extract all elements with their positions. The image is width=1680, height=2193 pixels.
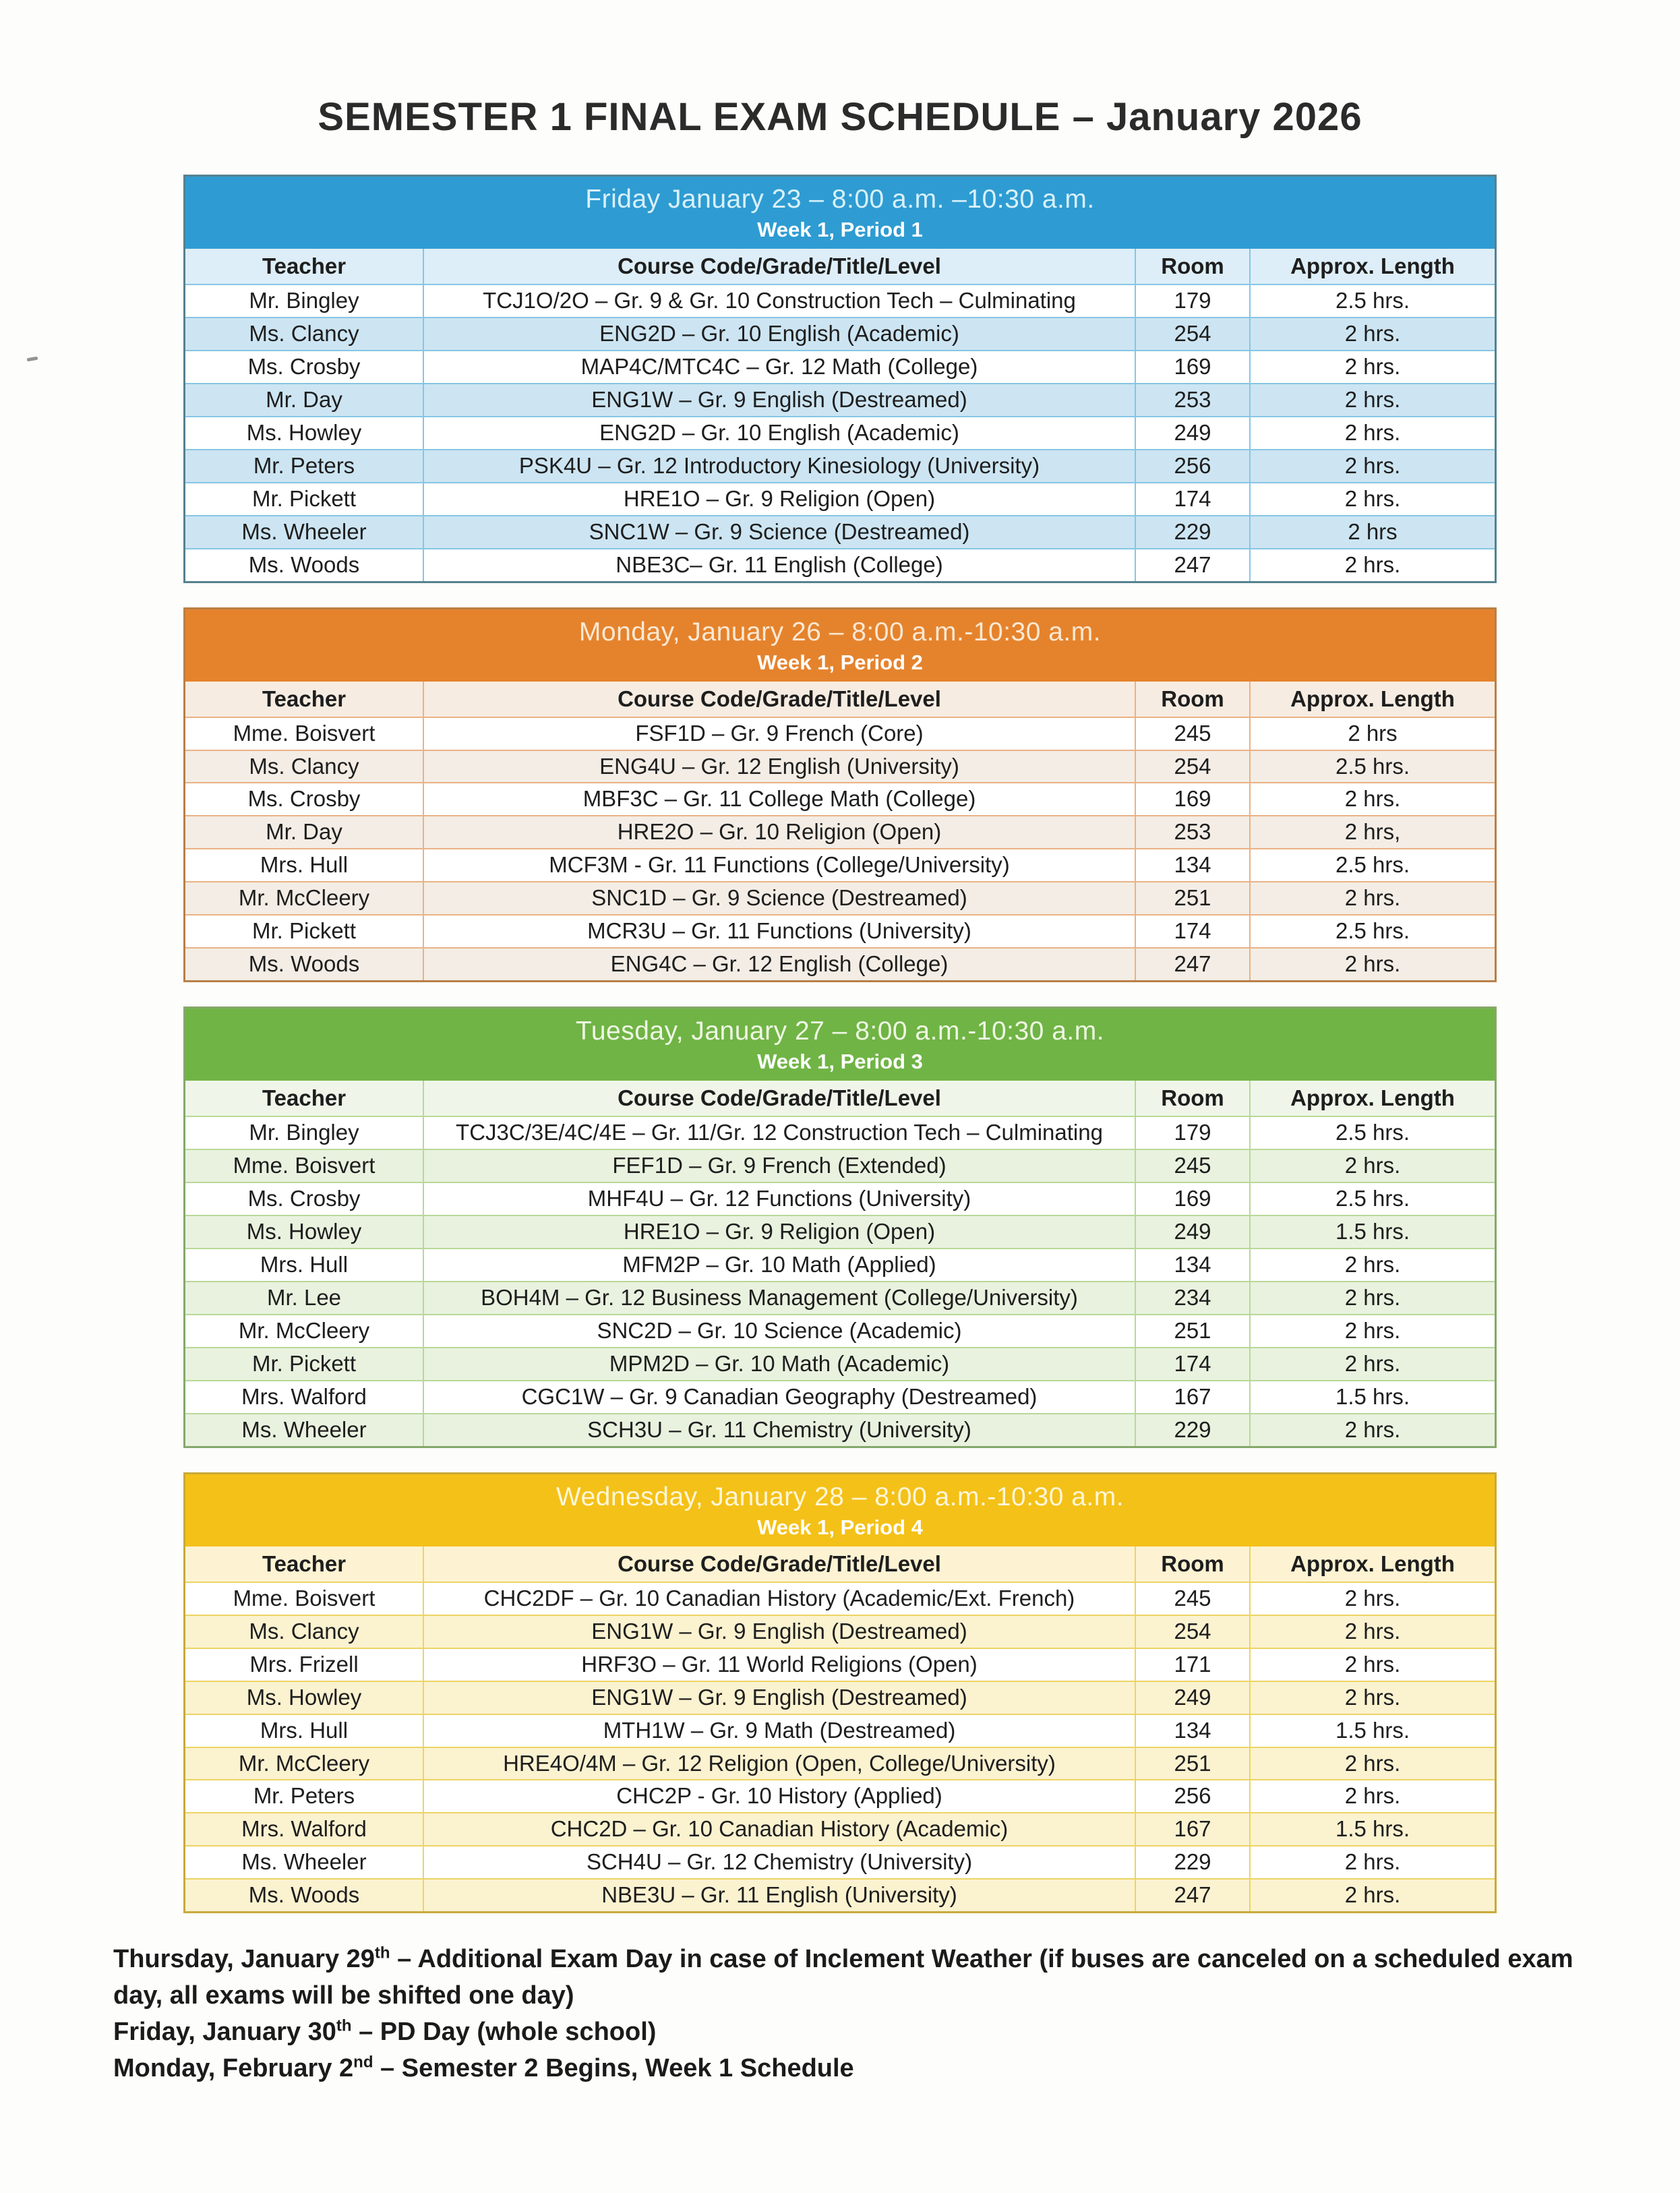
table-row <box>185 1215 1495 1248</box>
room-cell: 167 <box>1135 1381 1249 1413</box>
table-row <box>185 416 1495 449</box>
teacher-cell: Mr. Peters <box>253 452 355 478</box>
length-cell: 2 hrs. <box>1249 1150 1495 1182</box>
col-header-length: Approx. Length <box>1249 249 1495 284</box>
col-header-room: Room <box>1135 682 1249 717</box>
course-cell: CHC2P - Gr. 10 History (Applied) <box>423 1780 1135 1812</box>
room-cell: 253 <box>1135 384 1249 416</box>
course-cell: HRE2O – Gr. 10 Religion (Open) <box>423 816 1135 848</box>
teacher-cell: Mr. Bingley <box>249 1120 359 1145</box>
course-cell: ENG1W – Gr. 9 English (Destreamed) <box>423 1616 1135 1648</box>
teacher-cell: Ms. Wheeler <box>241 1416 367 1442</box>
table-row <box>185 881 1495 914</box>
course-cell: MAP4C/MTC4C – Gr. 12 Math (College) <box>423 351 1135 383</box>
note-line: Friday, January 30th – PD Day (whole school) <box>113 2016 657 2047</box>
table-banner <box>185 1009 1495 1081</box>
course-cell: CHC2DF – Gr. 10 Canadian History (Academic/Ext. French) <box>423 1583 1135 1615</box>
length-cell: 1.5 hrs. <box>1249 1715 1495 1747</box>
course-cell: MHF4U – Gr. 12 Functions (University) <box>423 1183 1135 1215</box>
room-cell: 234 <box>1135 1282 1249 1314</box>
length-cell: 2 hrs. <box>1249 351 1495 383</box>
length-cell: 2.5 hrs. <box>1249 751 1495 783</box>
teacher-cell: Ms. Howley <box>246 419 362 445</box>
room-cell: 256 <box>1135 450 1249 482</box>
length-cell: 2 hrs. <box>1249 783 1495 815</box>
length-cell: 2 hrs. <box>1249 1649 1495 1681</box>
column-header-row <box>185 1081 1495 1117</box>
table-row <box>185 848 1495 881</box>
table-banner <box>185 1474 1495 1546</box>
course-cell: TCJ3C/3E/4C/4E – Gr. 11/Gr. 12 Construction Tech – Culminating <box>423 1117 1135 1149</box>
course-cell: CHC2D – Gr. 10 Canadian History (Academic) <box>423 1813 1135 1845</box>
teacher-cell: Ms. Howley <box>246 1684 362 1710</box>
scan-artifact <box>27 357 38 362</box>
teacher-cell: Mr. Bingley <box>249 288 359 313</box>
room-cell: 249 <box>1135 417 1249 449</box>
teacher-cell: Ms. Clancy <box>249 320 359 346</box>
teacher-cell: Mrs. Hull <box>260 1717 349 1743</box>
col-header-length: Approx. Length <box>1249 1546 1495 1582</box>
table-subtitle: Week 1, Period 3 <box>757 1050 923 1074</box>
course-cell: SCH3U – Gr. 11 Chemistry (University) <box>423 1414 1135 1446</box>
table-row <box>185 317 1495 350</box>
note-line: Monday, February 2nd – Semester 2 Begins, Week 1 Schedule <box>113 2053 854 2083</box>
exam-table-monday <box>183 607 1497 983</box>
col-header-course: Course Code/Grade/Title/Level <box>423 249 1135 284</box>
table-title: Monday, January 26 – 8:00 a.m.-10:30 a.m. <box>578 617 1102 647</box>
course-cell: MCR3U – Gr. 11 Functions (University) <box>423 915 1135 947</box>
table-row <box>185 1380 1495 1413</box>
table-row <box>185 718 1495 750</box>
table-subtitle: Week 1, Period 4 <box>757 1515 923 1539</box>
col-header-course: Course Code/Grade/Title/Level <box>423 1546 1135 1582</box>
room-cell: 179 <box>1135 1117 1249 1149</box>
table-row <box>185 1117 1495 1149</box>
length-cell: 2 hrs. <box>1249 318 1495 350</box>
teacher-cell: Mr. Day <box>266 386 342 412</box>
room-cell: 229 <box>1135 1414 1249 1446</box>
table-row <box>185 449 1495 482</box>
teacher-cell: Mrs. Walford <box>241 1383 367 1409</box>
table-subtitle: Week 1, Period 1 <box>757 218 923 241</box>
course-cell: HRF3O – Gr. 11 World Religions (Open) <box>423 1649 1135 1681</box>
course-cell: MCF3M - Gr. 11 Functions (College/University) <box>423 849 1135 881</box>
table-row <box>185 1648 1495 1681</box>
teacher-cell: Mme. Boisvert <box>233 1153 376 1178</box>
col-header-teacher: Teacher <box>262 1551 347 1576</box>
table-row <box>185 548 1495 581</box>
course-cell: MTH1W – Gr. 9 Math (Destreamed) <box>423 1715 1135 1747</box>
course-cell: HRE1O – Gr. 9 Religion (Open) <box>423 483 1135 515</box>
length-cell: 2 hrs. <box>1249 450 1495 482</box>
room-cell: 254 <box>1135 1616 1249 1648</box>
table-title: Wednesday, January 28 – 8:00 a.m.-10:30 a.m. <box>556 1482 1124 1511</box>
footer-notes <box>113 1942 1617 2087</box>
length-cell: 2.5 hrs. <box>1249 1117 1495 1149</box>
table-row <box>185 1615 1495 1648</box>
teacher-cell: Ms. Clancy <box>249 753 359 779</box>
course-cell: SNC1D – Gr. 9 Science (Destreamed) <box>423 882 1135 914</box>
teacher-cell: Ms. Howley <box>246 1219 362 1244</box>
course-cell: MPM2D – Gr. 10 Math (Academic) <box>423 1348 1135 1380</box>
teacher-cell: Mr. Pickett <box>251 485 357 511</box>
teacher-cell: Ms. Crosby <box>247 353 361 379</box>
table-title: Friday January 23 – 8:00 a.m. –10:30 a.m. <box>585 185 1095 214</box>
room-cell: 245 <box>1135 718 1249 750</box>
col-header-teacher: Teacher <box>262 253 347 278</box>
table-row <box>185 782 1495 815</box>
table-row <box>185 1281 1495 1314</box>
teacher-cell: Mrs. Walford <box>241 1816 367 1842</box>
length-cell: 1.5 hrs. <box>1249 1381 1495 1413</box>
column-header-row <box>185 1546 1495 1583</box>
col-header-course: Course Code/Grade/Title/Level <box>423 1081 1135 1116</box>
length-cell: 2 hrs. <box>1249 549 1495 581</box>
col-header-room: Room <box>1135 1081 1249 1116</box>
table-subtitle: Week 1, Period 2 <box>757 650 923 674</box>
course-cell: SCH4U – Gr. 12 Chemistry (University) <box>423 1846 1135 1878</box>
length-cell: 2 hrs. <box>1249 1348 1495 1380</box>
room-cell: 247 <box>1135 949 1249 980</box>
course-cell: FSF1D – Gr. 9 French (Core) <box>423 718 1135 750</box>
course-cell: ENG2D – Gr. 10 English (Academic) <box>423 417 1135 449</box>
table-row <box>185 515 1495 548</box>
table-row <box>185 285 1495 317</box>
room-cell: 249 <box>1135 1216 1249 1248</box>
length-cell: 2 hrs. <box>1249 483 1495 515</box>
table-row <box>185 1347 1495 1380</box>
teacher-cell: Ms. Wheeler <box>241 1849 367 1875</box>
table-row <box>185 1878 1495 1911</box>
room-cell: 167 <box>1135 1813 1249 1845</box>
length-cell: 2 hrs. <box>1249 1846 1495 1878</box>
length-cell: 2.5 hrs. <box>1249 849 1495 881</box>
table-banner <box>185 609 1495 682</box>
col-header-teacher: Teacher <box>262 686 347 711</box>
teacher-cell: Mr. Pickett <box>251 918 357 944</box>
table-row <box>185 1681 1495 1714</box>
table-row <box>185 1779 1495 1812</box>
course-cell: HRE1O – Gr. 9 Religion (Open) <box>423 1216 1135 1248</box>
length-cell: 2.5 hrs. <box>1249 1183 1495 1215</box>
room-cell: 249 <box>1135 1682 1249 1714</box>
table-body <box>185 718 1495 981</box>
teacher-cell: Ms. Wheeler <box>241 518 367 544</box>
course-cell: NBE3C– Gr. 11 English (College) <box>423 549 1135 581</box>
course-cell: MBF3C – Gr. 11 College Math (College) <box>423 783 1135 815</box>
teacher-cell: Mrs. Hull <box>260 852 349 878</box>
teacher-cell: Ms. Clancy <box>249 1618 359 1644</box>
table-row <box>185 1314 1495 1347</box>
teacher-cell: Ms. Woods <box>248 1882 360 1908</box>
length-cell: 2.5 hrs. <box>1249 915 1495 947</box>
table-row <box>185 1845 1495 1878</box>
room-cell: 247 <box>1135 549 1249 581</box>
table-row <box>185 1149 1495 1182</box>
room-cell: 169 <box>1135 1183 1249 1215</box>
table-row <box>185 815 1495 848</box>
length-cell: 2 hrs. <box>1249 1583 1495 1615</box>
length-cell: 2 hrs. <box>1249 417 1495 449</box>
course-cell: ENG4C – Gr. 12 English (College) <box>423 949 1135 980</box>
exam-table-friday <box>183 175 1497 583</box>
teacher-cell: Ms. Woods <box>248 551 360 577</box>
note-line: Thursday, January 29th – Additional Exam Day in case of Inclement Weather (if buses are canceled on a scheduled exam day, all exams will be shifted one day) <box>113 1944 1573 2010</box>
teacher-cell: Mr. Pickett <box>251 1350 357 1376</box>
length-cell: 2 hrs. <box>1249 1249 1495 1281</box>
ordinal-suffix: nd <box>353 2053 373 2072</box>
course-cell: SNC1W – Gr. 9 Science (Destreamed) <box>423 516 1135 548</box>
course-cell: ENG2D – Gr. 10 English (Academic) <box>423 318 1135 350</box>
room-cell: 134 <box>1135 1715 1249 1747</box>
length-cell: 2.5 hrs. <box>1249 285 1495 317</box>
room-cell: 253 <box>1135 816 1249 848</box>
table-banner <box>185 177 1495 249</box>
col-header-length: Approx. Length <box>1249 682 1495 717</box>
course-cell: TCJ1O/2O – Gr. 9 & Gr. 10 Construction Tech – Culminating <box>423 285 1135 317</box>
table-row <box>185 1182 1495 1215</box>
col-header-room: Room <box>1135 1546 1249 1582</box>
column-header-row <box>185 682 1495 718</box>
teacher-cell: Mrs. Frizell <box>249 1651 359 1677</box>
table-row <box>185 1747 1495 1780</box>
table-body <box>185 1583 1495 1912</box>
course-cell: SNC2D – Gr. 10 Science (Academic) <box>423 1315 1135 1347</box>
room-cell: 179 <box>1135 285 1249 317</box>
course-cell: ENG1W – Gr. 9 English (Destreamed) <box>423 1682 1135 1714</box>
teacher-cell: Mme. Boisvert <box>233 720 376 746</box>
ordinal-suffix: th <box>374 1944 390 1962</box>
teacher-cell: Mr. McCleery <box>238 1750 370 1776</box>
teacher-cell: Mr. Peters <box>253 1783 355 1809</box>
length-cell: 2 hrs. <box>1249 882 1495 914</box>
course-cell: FEF1D – Gr. 9 French (Extended) <box>423 1150 1135 1182</box>
page-title: SEMESTER 1 FINAL EXAM SCHEDULE – January 2026 <box>318 95 1362 139</box>
teacher-cell: Mme. Boisvert <box>233 1585 376 1611</box>
length-cell: 2 hrs. <box>1249 1880 1495 1911</box>
length-cell: 2 hrs. <box>1249 1414 1495 1446</box>
table-body <box>185 285 1495 581</box>
length-cell: 2 hrs, <box>1249 816 1495 848</box>
ordinal-suffix: th <box>336 2016 352 2035</box>
table-row <box>185 1583 1495 1615</box>
teacher-cell: Mr. McCleery <box>238 885 370 911</box>
table-body <box>185 1117 1495 1446</box>
course-cell: NBE3U – Gr. 11 English (University) <box>423 1880 1135 1911</box>
teacher-cell: Mrs. Hull <box>260 1252 349 1278</box>
room-cell: 254 <box>1135 751 1249 783</box>
room-cell: 254 <box>1135 318 1249 350</box>
length-cell: 2 hrs. <box>1249 384 1495 416</box>
room-cell: 247 <box>1135 1880 1249 1911</box>
teacher-cell: Ms. Woods <box>248 951 360 977</box>
room-cell: 229 <box>1135 516 1249 548</box>
table-row <box>185 914 1495 947</box>
room-cell: 229 <box>1135 1846 1249 1878</box>
room-cell: 171 <box>1135 1649 1249 1681</box>
room-cell: 251 <box>1135 1315 1249 1347</box>
table-row <box>185 383 1495 416</box>
teacher-cell: Mr. McCleery <box>238 1317 370 1343</box>
table-row <box>185 1248 1495 1281</box>
col-header-course: Course Code/Grade/Title/Level <box>423 682 1135 717</box>
length-cell: 2 hrs. <box>1249 1616 1495 1648</box>
length-cell: 2 hrs. <box>1249 1315 1495 1347</box>
room-cell: 134 <box>1135 849 1249 881</box>
teacher-cell: Ms. Crosby <box>247 1186 361 1211</box>
length-cell: 1.5 hrs. <box>1249 1216 1495 1248</box>
teacher-cell: Ms. Crosby <box>247 786 361 812</box>
course-cell: PSK4U – Gr. 12 Introductory Kinesiology (University) <box>423 450 1135 482</box>
table-row <box>185 482 1495 515</box>
table-row <box>185 947 1495 980</box>
length-cell: 2 hrs. <box>1249 949 1495 980</box>
length-cell: 2 hrs. <box>1249 1748 1495 1780</box>
course-cell: CGC1W – Gr. 9 Canadian Geography (Destreamed) <box>423 1381 1135 1413</box>
table-row <box>185 1812 1495 1845</box>
table-row <box>185 1714 1495 1747</box>
course-cell: ENG1W – Gr. 9 English (Destreamed) <box>423 384 1135 416</box>
col-header-teacher: Teacher <box>262 1085 347 1111</box>
col-header-room: Room <box>1135 249 1249 284</box>
room-cell: 174 <box>1135 915 1249 947</box>
length-cell: 1.5 hrs. <box>1249 1813 1495 1845</box>
room-cell: 245 <box>1135 1150 1249 1182</box>
room-cell: 169 <box>1135 783 1249 815</box>
course-cell: BOH4M – Gr. 12 Business Management (College/University) <box>423 1282 1135 1314</box>
length-cell: 2 hrs <box>1249 718 1495 750</box>
length-cell: 2 hrs <box>1249 516 1495 548</box>
course-cell: ENG4U – Gr. 12 English (University) <box>423 751 1135 783</box>
room-cell: 251 <box>1135 1748 1249 1780</box>
course-cell: MFM2P – Gr. 10 Math (Applied) <box>423 1249 1135 1281</box>
length-cell: 2 hrs. <box>1249 1682 1495 1714</box>
table-title: Tuesday, January 27 – 8:00 a.m.-10:30 a.m. <box>575 1017 1105 1046</box>
col-header-length: Approx. Length <box>1249 1081 1495 1116</box>
table-row <box>185 1413 1495 1446</box>
room-cell: 169 <box>1135 351 1249 383</box>
length-cell: 2 hrs. <box>1249 1780 1495 1812</box>
room-cell: 251 <box>1135 882 1249 914</box>
length-cell: 2 hrs. <box>1249 1282 1495 1314</box>
exam-table-wednesday <box>183 1472 1497 1914</box>
room-cell: 245 <box>1135 1583 1249 1615</box>
column-header-row <box>185 249 1495 285</box>
exam-table-tuesday <box>183 1007 1497 1448</box>
room-cell: 256 <box>1135 1780 1249 1812</box>
room-cell: 134 <box>1135 1249 1249 1281</box>
room-cell: 174 <box>1135 483 1249 515</box>
teacher-cell: Mr. Lee <box>266 1284 342 1310</box>
course-cell: HRE4O/4M – Gr. 12 Religion (Open, College/University) <box>423 1748 1135 1780</box>
table-row <box>185 750 1495 783</box>
table-row <box>185 350 1495 383</box>
teacher-cell: Mr. Day <box>266 819 342 845</box>
room-cell: 174 <box>1135 1348 1249 1380</box>
